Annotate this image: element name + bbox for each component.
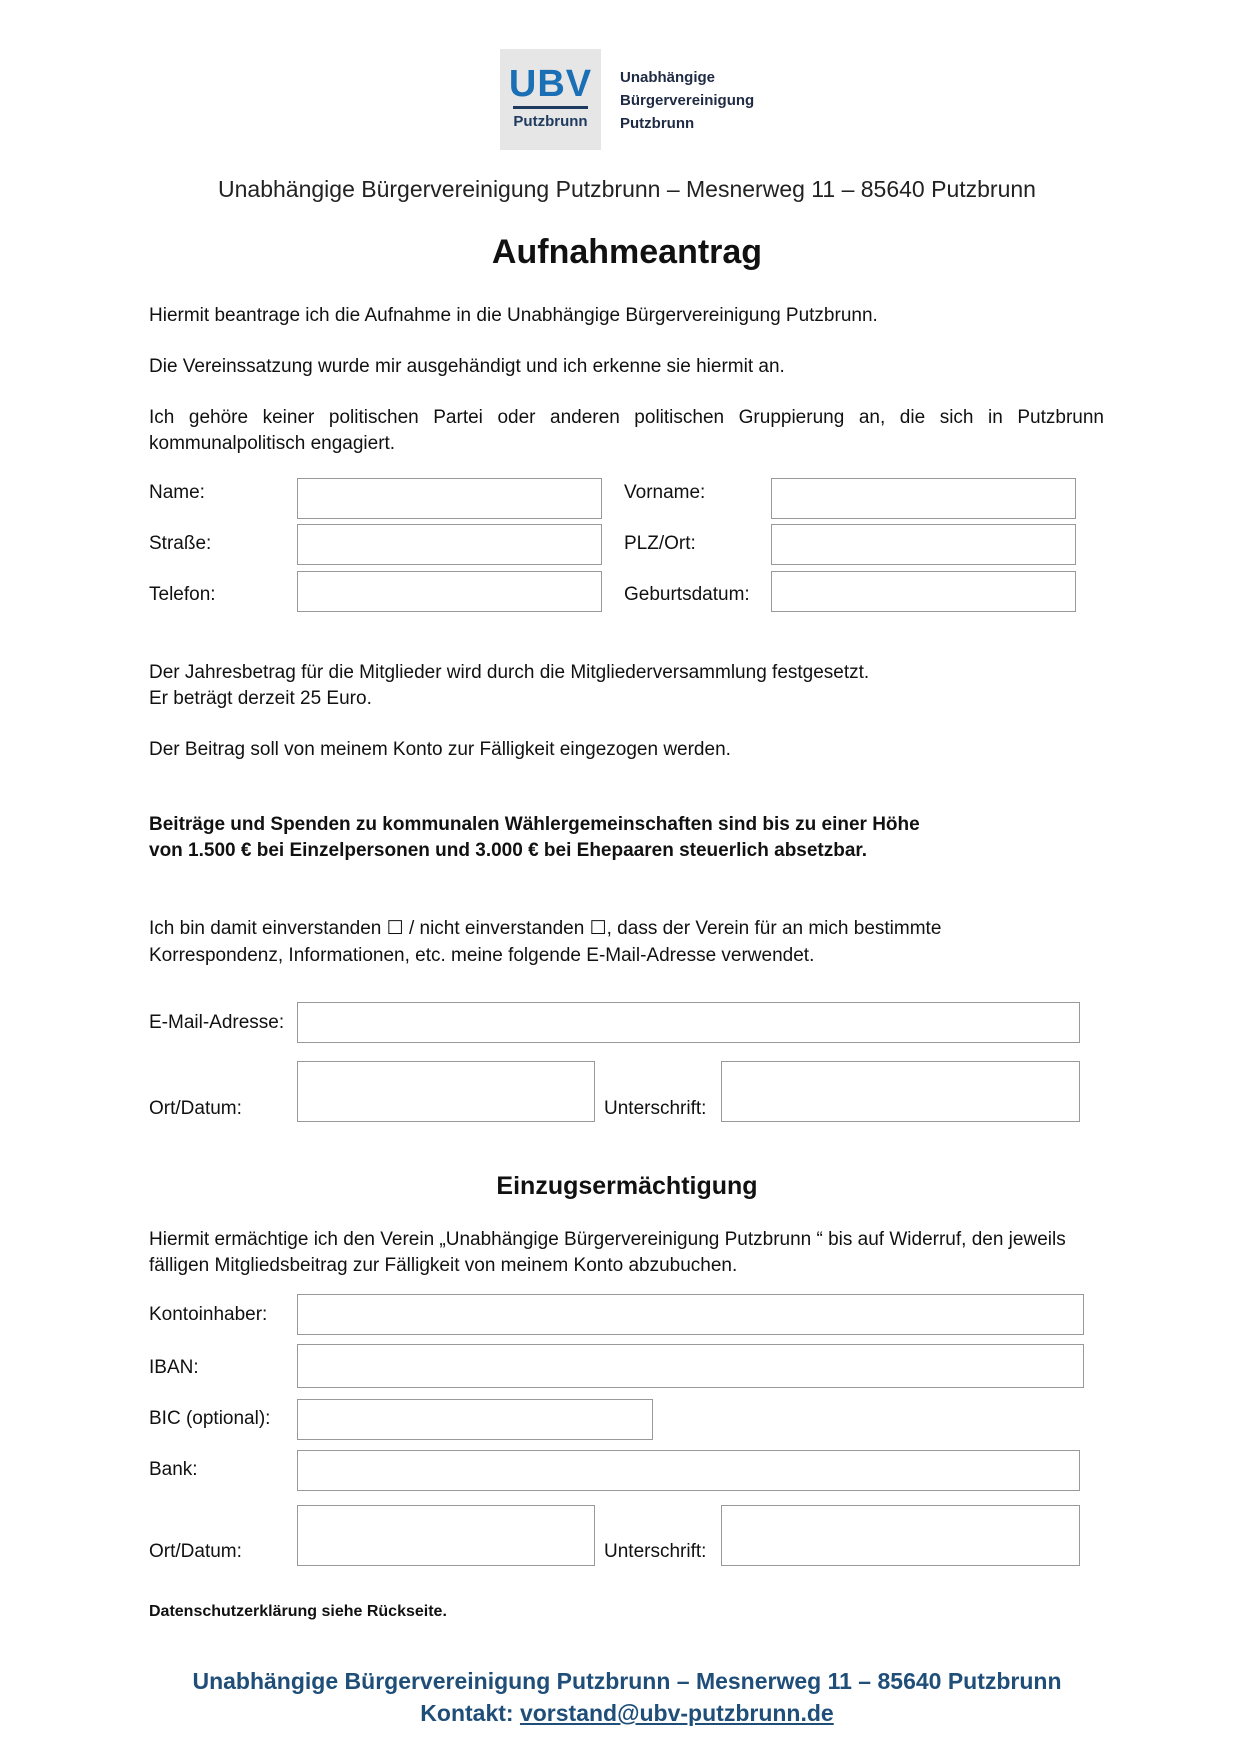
- signature-field-1[interactable]: [721, 1061, 1080, 1122]
- signature-label-1: Unterschrift:: [604, 1098, 707, 1119]
- intro-paragraph-3: Ich gehöre keiner politischen Partei oder anderen politischen Gruppierung an, die sich in Putzbrunn kommunalpolitisch engagiert.: [149, 407, 1104, 454]
- consent-text-1: Ich bin damit einverstanden: [149, 918, 387, 939]
- email-field[interactable]: [297, 1002, 1080, 1043]
- geburtsdatum-field[interactable]: [771, 571, 1076, 612]
- email-label: E-Mail-Adresse:: [149, 1012, 285, 1033]
- mandate-text: Hiermit ermächtige ich den Verein „Unabhängige Bürgervereinigung Putzbrunn “ bis auf Widerruf, den jeweils fälligen Mitgliedsbeitrag zur Fälligkeit von meinem Konto abzubuchen.: [149, 1229, 1066, 1276]
- logo-sub: Putzbrunn: [513, 113, 588, 130]
- intro-paragraph-2: Die Vereinssatzung wurde mir ausgehändigt und ich erkenne sie hiermit an.: [149, 356, 785, 377]
- consent-line-1: [149, 916, 1104, 942]
- privacy-note: Datenschutzerklärung siehe Rückseite.: [149, 1603, 447, 1620]
- kontoinhaber-field[interactable]: [297, 1294, 1084, 1335]
- intro-paragraph-1: Hiermit beantrage ich die Aufnahme in die Unabhängige Bürgervereinigung Putzbrunn.: [149, 305, 878, 326]
- tax-note-line-1: Beiträge und Spenden zu kommunalen Wählergemeinschaften sind bis zu einer Höhe: [149, 814, 920, 835]
- logo-text: [620, 66, 754, 135]
- mandate-title: Einzugsermächtigung: [496, 1172, 758, 1200]
- ort-datum-field-1[interactable]: [297, 1061, 595, 1122]
- logo: [500, 49, 601, 150]
- footer-contact: [0, 1700, 1240, 1727]
- fee-line-1: Der Jahresbetrag für die Mitglieder wird durch die Mitgliederversammlung festgesetzt.: [149, 662, 870, 683]
- logo-underline: [513, 106, 588, 109]
- signature-field-2[interactable]: [721, 1505, 1080, 1566]
- telefon-field[interactable]: [297, 571, 602, 612]
- name-field[interactable]: [297, 478, 602, 519]
- fee-line-2: Er beträgt derzeit 25 Euro.: [149, 688, 372, 709]
- disagree-checkbox[interactable]: ☐: [589, 918, 607, 939]
- vorname-field[interactable]: [771, 478, 1076, 519]
- logo-text-line-2: Bürgervereinigung: [620, 92, 755, 109]
- tax-note-line-2: von 1.500 € bei Einzelpersonen und 3.000 € bei Ehepaaren steuerlich absetzbar.: [149, 840, 868, 861]
- plz-label: PLZ/Ort:: [624, 533, 696, 554]
- geburtsdatum-label: Geburtsdatum:: [624, 584, 750, 605]
- bic-label: BIC (optional):: [149, 1408, 271, 1429]
- logo-text-line-3: Putzbrunn: [620, 115, 695, 132]
- name-label: Name:: [149, 482, 205, 503]
- consent-text-2: / nicht einverstanden: [403, 918, 590, 939]
- plz-field[interactable]: [771, 524, 1076, 565]
- strasse-label: Straße:: [149, 533, 212, 554]
- footer-email-link[interactable]: vorstand@ubv-putzbrunn.de: [519, 1700, 834, 1726]
- vorname-label: Vorname:: [624, 482, 706, 503]
- kontoinhaber-label: Kontoinhaber:: [149, 1304, 268, 1325]
- ort-datum-label-2: Ort/Datum:: [149, 1541, 242, 1562]
- bank-label: Bank:: [149, 1459, 198, 1480]
- bic-field[interactable]: [297, 1399, 653, 1440]
- iban-label: IBAN:: [149, 1357, 199, 1378]
- fee-line-3: Der Beitrag soll von meinem Konto zur Fälligkeit eingezogen werden.: [149, 739, 731, 760]
- footer-address: Unabhängige Bürgervereinigung Putzbrunn – Mesnerweg 11 – 85640 Putzbrunn: [192, 1668, 1062, 1694]
- signature-label-2: Unterschrift:: [604, 1541, 707, 1562]
- ort-datum-label-1: Ort/Datum:: [149, 1098, 242, 1119]
- page-title: Aufnahmeantrag: [491, 233, 763, 271]
- consent-line-2: Korrespondenz, Informationen, etc. meine folgende E-Mail-Adresse verwendet.: [149, 945, 815, 966]
- ort-datum-field-2[interactable]: [297, 1505, 595, 1566]
- strasse-field[interactable]: [297, 524, 602, 565]
- header-address: Unabhängige Bürgervereinigung Putzbrunn – Mesnerweg 11 – 85640 Putzbrunn: [218, 176, 1036, 202]
- bank-field[interactable]: [297, 1450, 1080, 1491]
- agree-checkbox[interactable]: ☐: [386, 918, 404, 939]
- logo-abbr: UBV: [508, 63, 593, 105]
- iban-field[interactable]: [297, 1344, 1084, 1388]
- logo-text-line-1: Unabhängige: [620, 69, 716, 86]
- telefon-label: Telefon:: [149, 584, 216, 605]
- footer-contact-label: Kontakt:: [420, 1700, 520, 1726]
- consent-text-3: , dass der Verein für an mich bestimmte: [606, 918, 942, 939]
